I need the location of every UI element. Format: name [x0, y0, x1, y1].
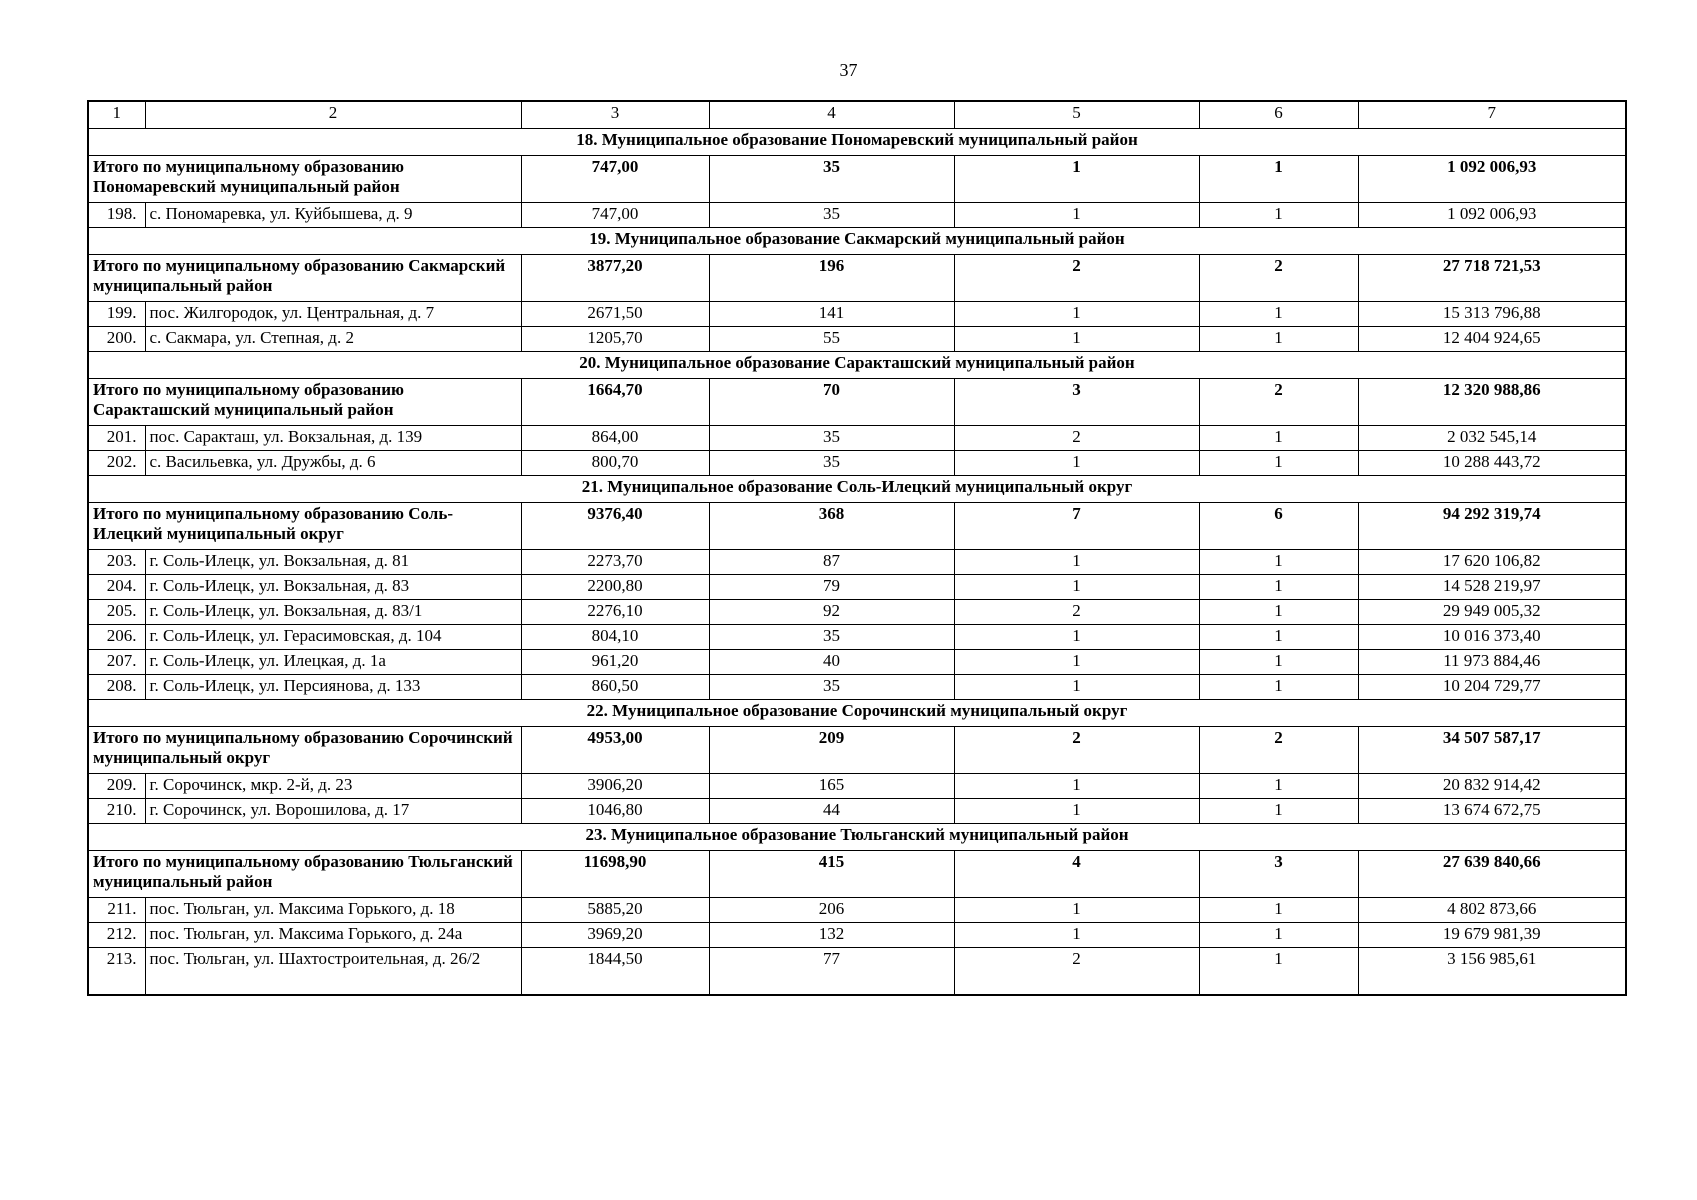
row-value-c5: 1 [954, 799, 1199, 824]
total-label: Итого по муниципальному образованию Пономаревский муниципальный район [88, 156, 521, 203]
row-number: 198. [88, 203, 145, 228]
row-value-c6: 1 [1199, 799, 1358, 824]
row-number: 206. [88, 625, 145, 650]
table-row [88, 898, 1626, 923]
row-value-c7: 19 679 981,39 [1358, 923, 1626, 948]
row-value-c5: 1 [954, 550, 1199, 575]
row-number: 207. [88, 650, 145, 675]
row-value-c4: 141 [709, 302, 954, 327]
section-total-row [88, 851, 1626, 898]
row-address: г. Соль-Илецк, ул. Герасимовская, д. 104 [145, 625, 521, 650]
row-address: пос. Саракташ, ул. Вокзальная, д. 139 [145, 426, 521, 451]
row-value-c5: 1 [954, 774, 1199, 799]
row-value-c6: 1 [1199, 675, 1358, 700]
section-title-row [88, 228, 1626, 255]
total-value-c7: 12 320 988,86 [1358, 379, 1626, 426]
row-value-c3: 2671,50 [521, 302, 709, 327]
row-value-c5: 1 [954, 302, 1199, 327]
total-value-c5: 3 [954, 379, 1199, 426]
total-value-c5: 4 [954, 851, 1199, 898]
total-value-c4: 70 [709, 379, 954, 426]
row-value-c6: 1 [1199, 923, 1358, 948]
row-number: 210. [88, 799, 145, 824]
table-row [88, 948, 1626, 996]
row-value-c7: 29 949 005,32 [1358, 600, 1626, 625]
row-value-c7: 12 404 924,65 [1358, 327, 1626, 352]
row-address: с. Сакмара, ул. Степная, д. 2 [145, 327, 521, 352]
total-value-c4: 415 [709, 851, 954, 898]
row-value-c5: 1 [954, 650, 1199, 675]
row-value-c5: 1 [954, 575, 1199, 600]
row-number: 200. [88, 327, 145, 352]
table-row [88, 575, 1626, 600]
section-total-row [88, 255, 1626, 302]
table-row [88, 625, 1626, 650]
column-header: 7 [1358, 101, 1626, 129]
table-row [88, 302, 1626, 327]
total-value-c5: 7 [954, 503, 1199, 550]
row-value-c4: 35 [709, 625, 954, 650]
row-address: с. Васильевка, ул. Дружбы, д. 6 [145, 451, 521, 476]
total-value-c5: 1 [954, 156, 1199, 203]
row-value-c7: 14 528 219,97 [1358, 575, 1626, 600]
row-value-c3: 961,20 [521, 650, 709, 675]
row-number: 205. [88, 600, 145, 625]
row-value-c6: 1 [1199, 948, 1358, 996]
row-address: г. Соль-Илецк, ул. Вокзальная, д. 81 [145, 550, 521, 575]
row-value-c4: 206 [709, 898, 954, 923]
row-address: г. Соль-Илецк, ул. Илецкая, д. 1а [145, 650, 521, 675]
row-value-c6: 1 [1199, 451, 1358, 476]
row-value-c7: 4 802 873,66 [1358, 898, 1626, 923]
table-row [88, 675, 1626, 700]
row-value-c4: 44 [709, 799, 954, 824]
row-value-c4: 35 [709, 451, 954, 476]
table-row [88, 799, 1626, 824]
total-value-c6: 2 [1199, 379, 1358, 426]
total-label: Итого по муниципальному образованию Сорочинский муниципальный округ [88, 727, 521, 774]
total-value-c3: 1664,70 [521, 379, 709, 426]
row-value-c5: 1 [954, 625, 1199, 650]
row-address: г. Соль-Илецк, ул. Персиянова, д. 133 [145, 675, 521, 700]
row-value-c3: 860,50 [521, 675, 709, 700]
row-value-c3: 2273,70 [521, 550, 709, 575]
row-value-c7: 10 288 443,72 [1358, 451, 1626, 476]
section-title: 23. Муниципальное образование Тюльганский муниципальный район [88, 824, 1626, 851]
row-value-c5: 2 [954, 600, 1199, 625]
row-value-c5: 1 [954, 898, 1199, 923]
row-value-c5: 1 [954, 203, 1199, 228]
column-header: 4 [709, 101, 954, 129]
column-header-row [88, 101, 1626, 129]
row-number: 213. [88, 948, 145, 996]
row-address: г. Соль-Илецк, ул. Вокзальная, д. 83/1 [145, 600, 521, 625]
row-number: 209. [88, 774, 145, 799]
column-header: 5 [954, 101, 1199, 129]
row-value-c7: 11 973 884,46 [1358, 650, 1626, 675]
row-value-c6: 1 [1199, 426, 1358, 451]
total-value-c5: 2 [954, 727, 1199, 774]
row-value-c7: 17 620 106,82 [1358, 550, 1626, 575]
row-value-c5: 1 [954, 923, 1199, 948]
table-row [88, 600, 1626, 625]
row-number: 204. [88, 575, 145, 600]
total-value-c3: 4953,00 [521, 727, 709, 774]
table-row [88, 203, 1626, 228]
row-address: с. Пономаревка, ул. Куйбышева, д. 9 [145, 203, 521, 228]
column-header: 1 [88, 101, 145, 129]
section-title: 21. Муниципальное образование Соль-Илецкий муниципальный округ [88, 476, 1626, 503]
row-number: 203. [88, 550, 145, 575]
row-value-c4: 35 [709, 426, 954, 451]
total-value-c6: 1 [1199, 156, 1358, 203]
row-value-c3: 3969,20 [521, 923, 709, 948]
row-value-c6: 1 [1199, 203, 1358, 228]
row-value-c6: 1 [1199, 600, 1358, 625]
row-value-c3: 747,00 [521, 203, 709, 228]
section-title-row [88, 352, 1626, 379]
row-value-c6: 1 [1199, 550, 1358, 575]
row-number: 212. [88, 923, 145, 948]
row-value-c3: 5885,20 [521, 898, 709, 923]
section-total-row [88, 503, 1626, 550]
page-number: 37 [839, 60, 858, 80]
row-value-c3: 804,10 [521, 625, 709, 650]
table-row [88, 650, 1626, 675]
total-value-c7: 34 507 587,17 [1358, 727, 1626, 774]
row-address: г. Сорочинск, мкр. 2-й, д. 23 [145, 774, 521, 799]
row-value-c7: 1 092 006,93 [1358, 203, 1626, 228]
table-row [88, 550, 1626, 575]
row-value-c4: 87 [709, 550, 954, 575]
total-value-c4: 368 [709, 503, 954, 550]
section-total-row [88, 727, 1626, 774]
row-value-c3: 864,00 [521, 426, 709, 451]
row-value-c4: 77 [709, 948, 954, 996]
row-number: 211. [88, 898, 145, 923]
row-value-c5: 1 [954, 675, 1199, 700]
row-value-c4: 40 [709, 650, 954, 675]
row-value-c6: 1 [1199, 625, 1358, 650]
row-number: 202. [88, 451, 145, 476]
table-row [88, 451, 1626, 476]
column-header: 3 [521, 101, 709, 129]
total-value-c7: 27 639 840,66 [1358, 851, 1626, 898]
section-title: 22. Муниципальное образование Сорочинский муниципальный округ [88, 700, 1626, 727]
total-label: Итого по муниципальному образованию Саракташский муниципальный район [88, 379, 521, 426]
row-number: 199. [88, 302, 145, 327]
row-value-c7: 13 674 672,75 [1358, 799, 1626, 824]
row-address: пос. Тюльган, ул. Максима Горького, д. 24а [145, 923, 521, 948]
total-value-c7: 1 092 006,93 [1358, 156, 1626, 203]
section-title: 20. Муниципальное образование Саракташский муниципальный район [88, 352, 1626, 379]
row-value-c6: 1 [1199, 327, 1358, 352]
row-value-c6: 1 [1199, 650, 1358, 675]
total-value-c3: 747,00 [521, 156, 709, 203]
total-label: Итого по муниципальному образованию Соль-Илецкий муниципальный округ [88, 503, 521, 550]
row-address: г. Соль-Илецк, ул. Вокзальная, д. 83 [145, 575, 521, 600]
row-value-c3: 1205,70 [521, 327, 709, 352]
row-value-c3: 1844,50 [521, 948, 709, 996]
column-header: 6 [1199, 101, 1358, 129]
total-label: Итого по муниципальному образованию Сакмарский муниципальный район [88, 255, 521, 302]
total-value-c3: 3877,20 [521, 255, 709, 302]
row-address: пос. Жилгородок, ул. Центральная, д. 7 [145, 302, 521, 327]
row-value-c5: 1 [954, 451, 1199, 476]
row-value-c4: 92 [709, 600, 954, 625]
row-value-c4: 165 [709, 774, 954, 799]
row-value-c3: 1046,80 [521, 799, 709, 824]
row-value-c4: 35 [709, 675, 954, 700]
row-address: пос. Тюльган, ул. Максима Горького, д. 18 [145, 898, 521, 923]
row-value-c6: 1 [1199, 302, 1358, 327]
row-value-c4: 35 [709, 203, 954, 228]
row-value-c3: 3906,20 [521, 774, 709, 799]
row-value-c6: 1 [1199, 774, 1358, 799]
row-address: г. Сорочинск, ул. Ворошилова, д. 17 [145, 799, 521, 824]
row-value-c7: 15 313 796,88 [1358, 302, 1626, 327]
row-value-c7: 2 032 545,14 [1358, 426, 1626, 451]
section-total-row [88, 379, 1626, 426]
section-title-row [88, 824, 1626, 851]
table-row [88, 426, 1626, 451]
section-title: 19. Муниципальное образование Сакмарский муниципальный район [88, 228, 1626, 255]
total-value-c5: 2 [954, 255, 1199, 302]
total-label: Итого по муниципальному образованию Тюльганский муниципальный район [88, 851, 521, 898]
row-value-c4: 132 [709, 923, 954, 948]
total-value-c6: 2 [1199, 255, 1358, 302]
total-value-c4: 209 [709, 727, 954, 774]
total-value-c3: 9376,40 [521, 503, 709, 550]
section-title-row [88, 476, 1626, 503]
total-value-c7: 27 718 721,53 [1358, 255, 1626, 302]
row-value-c6: 1 [1199, 898, 1358, 923]
total-value-c7: 94 292 319,74 [1358, 503, 1626, 550]
section-title: 18. Муниципальное образование Пономаревский муниципальный район [88, 129, 1626, 156]
row-value-c7: 10 204 729,77 [1358, 675, 1626, 700]
row-value-c7: 10 016 373,40 [1358, 625, 1626, 650]
row-value-c5: 1 [954, 327, 1199, 352]
total-value-c4: 35 [709, 156, 954, 203]
row-number: 208. [88, 675, 145, 700]
row-value-c7: 3 156 985,61 [1358, 948, 1626, 996]
total-value-c3: 11698,90 [521, 851, 709, 898]
housing-table [87, 100, 1627, 996]
row-value-c4: 55 [709, 327, 954, 352]
section-title-row [88, 700, 1626, 727]
row-value-c7: 20 832 914,42 [1358, 774, 1626, 799]
row-value-c5: 2 [954, 948, 1199, 996]
row-address: пос. Тюльган, ул. Шахтостроительная, д. 26/2 [145, 948, 521, 996]
total-value-c6: 6 [1199, 503, 1358, 550]
section-total-row [88, 156, 1626, 203]
table-row [88, 923, 1626, 948]
row-value-c4: 79 [709, 575, 954, 600]
row-number: 201. [88, 426, 145, 451]
table-row [88, 774, 1626, 799]
total-value-c4: 196 [709, 255, 954, 302]
row-value-c6: 1 [1199, 575, 1358, 600]
column-header: 2 [145, 101, 521, 129]
row-value-c3: 2200,80 [521, 575, 709, 600]
total-value-c6: 2 [1199, 727, 1358, 774]
row-value-c5: 2 [954, 426, 1199, 451]
section-title-row [88, 129, 1626, 156]
total-value-c6: 3 [1199, 851, 1358, 898]
row-value-c3: 2276,10 [521, 600, 709, 625]
row-value-c3: 800,70 [521, 451, 709, 476]
table-row [88, 327, 1626, 352]
